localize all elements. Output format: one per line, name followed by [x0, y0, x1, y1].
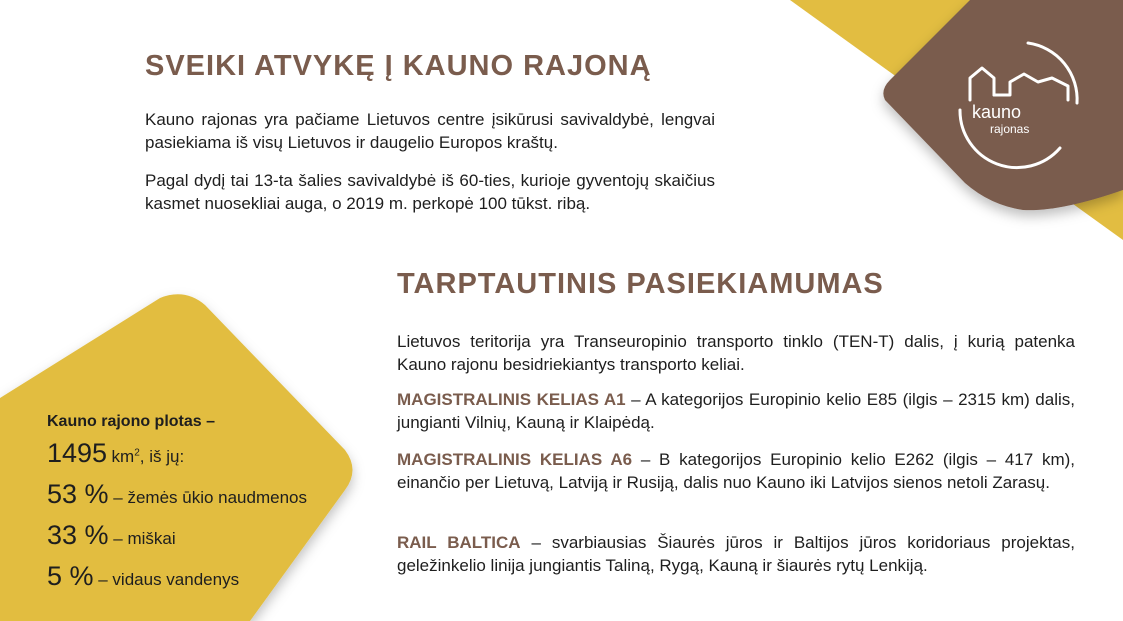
- area-stat-row-forests: [47, 517, 307, 558]
- stat-value: 53 %: [47, 479, 109, 509]
- area-unit-sup: 2: [134, 447, 140, 459]
- route-a1-name: MAGISTRALINIS KELIAS A1: [397, 390, 626, 409]
- route-a6: [397, 448, 1075, 494]
- welcome-heading: SVEIKI ATVYKĘ Į KAUNO RAJONĄ: [145, 50, 652, 82]
- area-total-unit: [112, 447, 185, 466]
- route-rail-baltica-text: – svarbiausias Šiaurės jūros ir Baltijos jūros koridoriaus projektas, geležinkelio linija jungiantis Taliną, Rygą, Kauną ir šiaurės rytų Lenkiją.: [397, 533, 1075, 575]
- route-a6-text: – B kategorijos Europinio kelio E262 (ilgis – 417 km), einančio per Lietuvą, Latviją ir Rusiją, dalis nuo Kauno iki Latvijos sienos netoli Zarasų.: [397, 450, 1075, 492]
- area-stats-title: Kauno rajono plotas –: [47, 413, 216, 430]
- area-unit: km: [111, 447, 135, 466]
- route-rail-baltica-name: RAIL BALTICA: [397, 533, 521, 552]
- area-suffix: , iš jų:: [139, 447, 185, 466]
- area-total-row: [47, 435, 307, 476]
- route-a6-name: MAGISTRALINIS KELIAS A6: [397, 450, 633, 469]
- route-rail-baltica: [397, 531, 1075, 577]
- area-stat-row-water: [47, 558, 307, 599]
- area-total-value: 1495: [47, 438, 108, 468]
- logo-word-rajonas: rajonas: [990, 122, 1030, 136]
- access-heading: TARPTAUTINIS PASIEKIAMUMAS: [397, 268, 884, 300]
- stat-value: 33 %: [47, 520, 109, 550]
- route-a1-text: – A kategorijos Europinio kelio E85 (ilgis – 2315 km) dalis, jungianti Vilnių, Kauną ir Klaipėdą.: [397, 390, 1075, 432]
- intro-paragraph-2: Pagal dydį tai 13-ta šalies savivaldybė iš 60-ties, kurioje gyventojų skaičius kasmet nuosekliai auga, o 2019 m. perkopė 100 tūkst. ribą.: [145, 171, 715, 213]
- stat-label: – vidaus vandenys: [93, 570, 240, 589]
- access-intro-paragraph: Lietuvos teritorija yra Transeuropinio transporto tinklo (TEN-T) dalis, į kurią patenka Kauno rajonu besidriekiantys transporto keliai.: [397, 332, 1075, 374]
- stat-label: – žemės ūkio naudmenos: [108, 488, 307, 507]
- logo-word-kauno: kauno: [972, 102, 1022, 122]
- route-a1: [397, 388, 1075, 434]
- intro-paragraph-1: Kauno rajonas yra pačiame Lietuvos centre įsikūrusi savivaldybė, lengvai pasiekiama iš visų Lietuvos ir daugelio Europos kraštų.: [145, 110, 715, 152]
- area-stat-row-agriculture: [47, 476, 307, 517]
- area-stats-panel: [47, 413, 307, 599]
- stat-value: 5 %: [47, 561, 94, 591]
- stat-label: – miškai: [108, 529, 176, 548]
